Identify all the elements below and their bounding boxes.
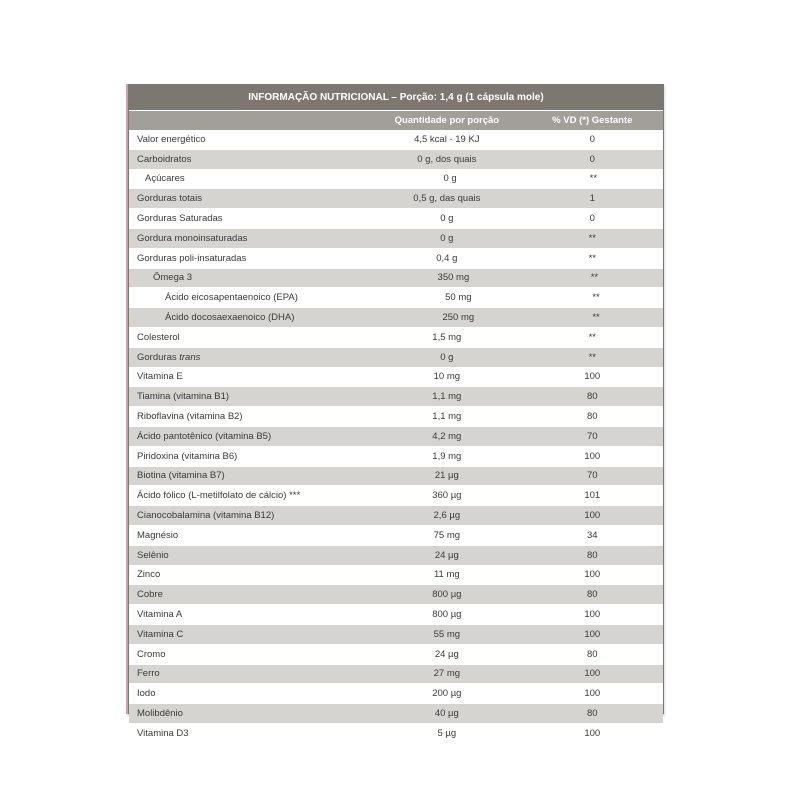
nutrient-label: Colesterol [137,331,180,343]
nutrient-label: Riboflavina (vitamina B2) [137,411,243,423]
vd-cell: 101 [584,490,601,502]
quantity-cell: 0 g [443,173,457,185]
table-row [129,645,663,665]
vd-cell: 100 [584,510,601,522]
table-row [129,665,663,685]
quantity-cell: 21 µg [434,470,459,482]
nutrient-label: Selênio [137,549,169,561]
column-header-row [129,111,663,130]
nutrient-label: Ácido eicosapentaenoico (EPA) [165,292,298,304]
table-row [129,249,663,269]
quantity-cell: 1,5 mg [432,331,462,343]
table-row [129,150,663,170]
vd-cell: 100 [584,688,601,700]
vd-cell: 1 [589,193,595,205]
nutrient-label: Zinco [137,569,161,581]
nutrient-label: Molibdênio [137,708,183,719]
vd-cell: 80 [586,411,598,423]
vd-cell: 100 [584,371,601,383]
vd-cell: ** [589,173,598,185]
nutrient-name [129,332,372,343]
quantity-cell: 250 mg [442,312,475,324]
table-row [129,724,663,744]
quantity-cell: 4,2 mg [432,430,462,442]
quantity-cell: 50 mg [445,292,472,304]
vd-cell: 80 [586,391,598,403]
vd-cell: ** [588,252,596,264]
table-row [129,486,663,506]
vd-cell: ** [588,331,596,343]
quantity-cell: 1,1 mg [432,411,462,423]
quantity-cell: 0 g, dos quais [417,153,477,165]
nutrient-label: Ferro [137,668,160,680]
vd-cell: ** [590,272,599,284]
table-row [129,566,663,586]
nutrient-name [129,193,372,204]
nutrient-name [129,589,372,600]
nutrient-name [129,154,372,165]
quantity-cell: 0,5 g, das quais [413,193,481,205]
nutrient-name [129,708,372,719]
quantity-cell: 800 µg [432,609,462,621]
nutrition-table [128,84,664,739]
nutrient-name [129,431,372,442]
nutrient-label: Biotina (vitamina B7) [137,470,225,482]
table-title: INFORMAÇÃO NUTRICIONAL – Porção: 1,4 g (1 cápsula mole) [129,85,663,111]
quantity-cell: 0,4 g [436,252,458,264]
nutrient-name [129,550,372,561]
table-row [129,546,663,566]
vd-cell: 0 [589,133,595,145]
table-row [129,189,663,209]
nutrient-label: Valor energético [137,133,206,145]
quantity-cell: 10 mg [433,371,461,383]
quantity-cell: 1,9 mg [432,450,462,462]
vd-cell: 100 [584,609,601,621]
table-row [129,506,663,526]
quantity-cell: 11 mg [433,569,460,581]
quantity-cell: 1,1 mg [432,391,462,403]
table-row [129,605,663,625]
quantity-cell: 350 mg [437,272,470,284]
nutrient-label: Gorduras poli-insaturadas [137,252,247,264]
quantity-cell: 40 µg [434,708,459,719]
nutrient-label: Gorduras Saturadas [137,213,223,225]
nutrient-name [129,609,372,620]
table-row [129,467,663,487]
table-body [129,130,663,744]
quantity-cell: 24 µg [434,549,459,561]
nutrient-name [129,510,372,521]
quantity-cell: 800 µg [432,589,462,601]
nutrient-label: Piridoxina (vitamina B6) [137,450,238,462]
column-header-vd: % VD (*) Gestante [552,115,633,126]
nutrient-name [129,253,372,264]
nutrient-name [129,173,377,184]
nutrient-label: Iodo [137,688,156,700]
table-row [129,170,663,190]
quantity-cell: 2,6 µg [433,510,461,522]
vd-cell: 80 [586,648,598,660]
vd-cell: 100 [584,628,601,640]
table-row [129,625,663,645]
table-row [129,229,663,249]
nutrient-name [129,629,372,640]
nutrient-name [129,470,372,481]
nutrient-name [129,649,372,660]
nutrient-label: Açúcares [145,173,185,185]
nutrient-name [129,233,372,244]
vd-cell: ** [592,312,600,324]
quantity-cell: 5 µg [437,727,457,739]
quantity-cell: 0 g [440,351,454,363]
nutrient-label: Vitamina D3 [137,727,189,739]
nutrient-label: Ácido pantotênico (vitamina B5) [137,430,272,442]
table-row [129,328,663,348]
table-row [129,427,663,447]
vd-cell: 100 [584,569,601,581]
nutrient-label: Magnésio [137,529,179,541]
nutrient-name [129,530,372,541]
nutrient-label: Gorduras totais [137,193,202,205]
table-row [129,269,663,289]
vd-cell: 0 [589,153,595,165]
nutrient-label: Gordura monoinsaturadas [137,232,248,244]
vd-cell: 70 [586,470,598,482]
quantity-cell: 55 mg [433,628,461,640]
table-row [129,387,663,407]
nutrient-label: Gorduras [137,351,180,363]
nutrient-label: Vitamina E [137,371,183,383]
quantity-cell: 0 g [440,232,454,244]
quantity-cell: 24 µg [434,648,459,660]
nutrient-name [129,352,372,363]
table-row [129,130,663,150]
nutrient-name [129,272,381,283]
nutrient-name [129,371,372,382]
table-row [129,288,663,308]
vd-cell: 0 [589,213,595,225]
nutrient-name [129,569,372,580]
nutrient-name [129,292,388,303]
quantity-cell: 75 mg [433,529,461,541]
nutrient-name [129,213,372,224]
nutrient-name [129,312,388,323]
vd-cell: 100 [584,668,601,680]
nutrient-label: Vitamina A [137,609,183,621]
quantity-cell: 360 µg [432,490,462,502]
nutrient-label: Cianocobalamina (vitamina B12) [137,510,275,522]
nutrient-label-italic: trans [179,351,201,363]
table-row [129,526,663,546]
table-row [129,209,663,229]
table-row [129,684,663,704]
column-header-quantity: Quantidade por porção [394,115,500,126]
nutrient-label: Cobre [137,589,163,601]
vd-cell: 80 [586,708,598,719]
nutrient-name [129,728,372,739]
nutrient-label: Cromo [137,648,166,660]
nutrient-label: Vitamina C [137,628,184,640]
table-row [129,704,663,724]
table-row [129,585,663,605]
table-row [129,308,663,328]
quantity-cell: 200 µg [432,688,462,700]
quantity-cell: 0 g [440,213,454,225]
vd-cell: 100 [584,450,601,462]
nutrient-label: Ácido docosaexaenoico (DHA) [165,312,295,324]
nutrient-label: Tiamina (vitamina B1) [137,391,230,403]
table-row [129,447,663,467]
vd-cell: ** [588,232,596,244]
nutrient-name [129,391,372,402]
nutrient-label: Carboidratos [137,153,192,165]
table-row [129,348,663,368]
nutrient-name [129,688,372,699]
quantity-cell: 27 mg [433,668,461,680]
nutrient-name [129,451,372,462]
nutrient-name [129,411,372,422]
vd-cell: 70 [586,430,598,442]
nutrient-label: Ômega 3 [153,272,193,284]
table-row [129,407,663,427]
vd-cell: ** [592,292,600,304]
nutrient-name [129,134,372,145]
vd-cell: 80 [586,549,598,561]
table-row [129,368,663,388]
vd-cell: ** [588,351,596,363]
vd-cell: 100 [584,727,601,739]
vd-cell: 34 [586,529,598,541]
vd-cell: 80 [586,589,598,601]
nutrient-name [129,668,372,679]
nutrient-label: Ácido fólico (L-metilfolato de cálcio) *** [137,490,301,502]
quantity-cell: 4,5 kcal - 19 KJ [414,133,480,145]
nutrient-name [129,490,372,501]
